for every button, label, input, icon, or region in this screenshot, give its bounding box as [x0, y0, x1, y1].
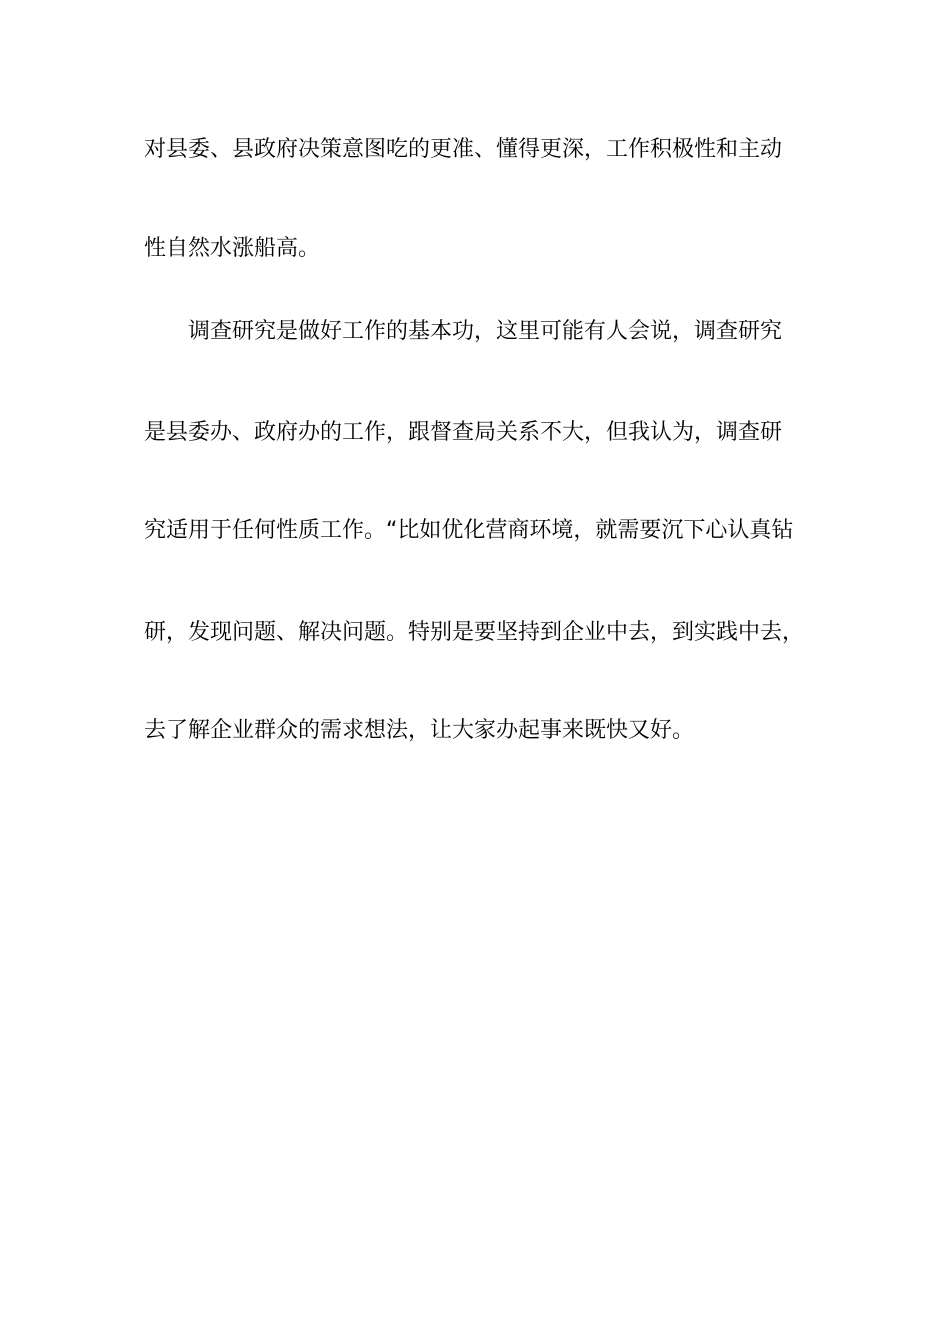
text-line: 对县委、县政府决策意图吃的更准、懂得更深，工作积极性和主动 [144, 137, 783, 162]
text-line: 是县委办、政府办的工作，跟督查局关系不大，但我认为，调查研 [144, 420, 783, 445]
paragraph-first-line: 调查研究是做好工作的基本功，这里可能有人会说，调查研究 [188, 319, 783, 344]
text-line: 性自然水涨船高。 [144, 236, 321, 261]
text-line: 究适用于任何性质工作。“比如优化营商环境，就需要沉下心认真钻 [144, 518, 794, 543]
text-line: 研，发现问题、解决问题。特别是要坚持到企业中去，到实践中去， [144, 620, 805, 645]
text-line: 去了解企业群众的需求想法，让大家办起事来既快又好。 [144, 718, 695, 743]
